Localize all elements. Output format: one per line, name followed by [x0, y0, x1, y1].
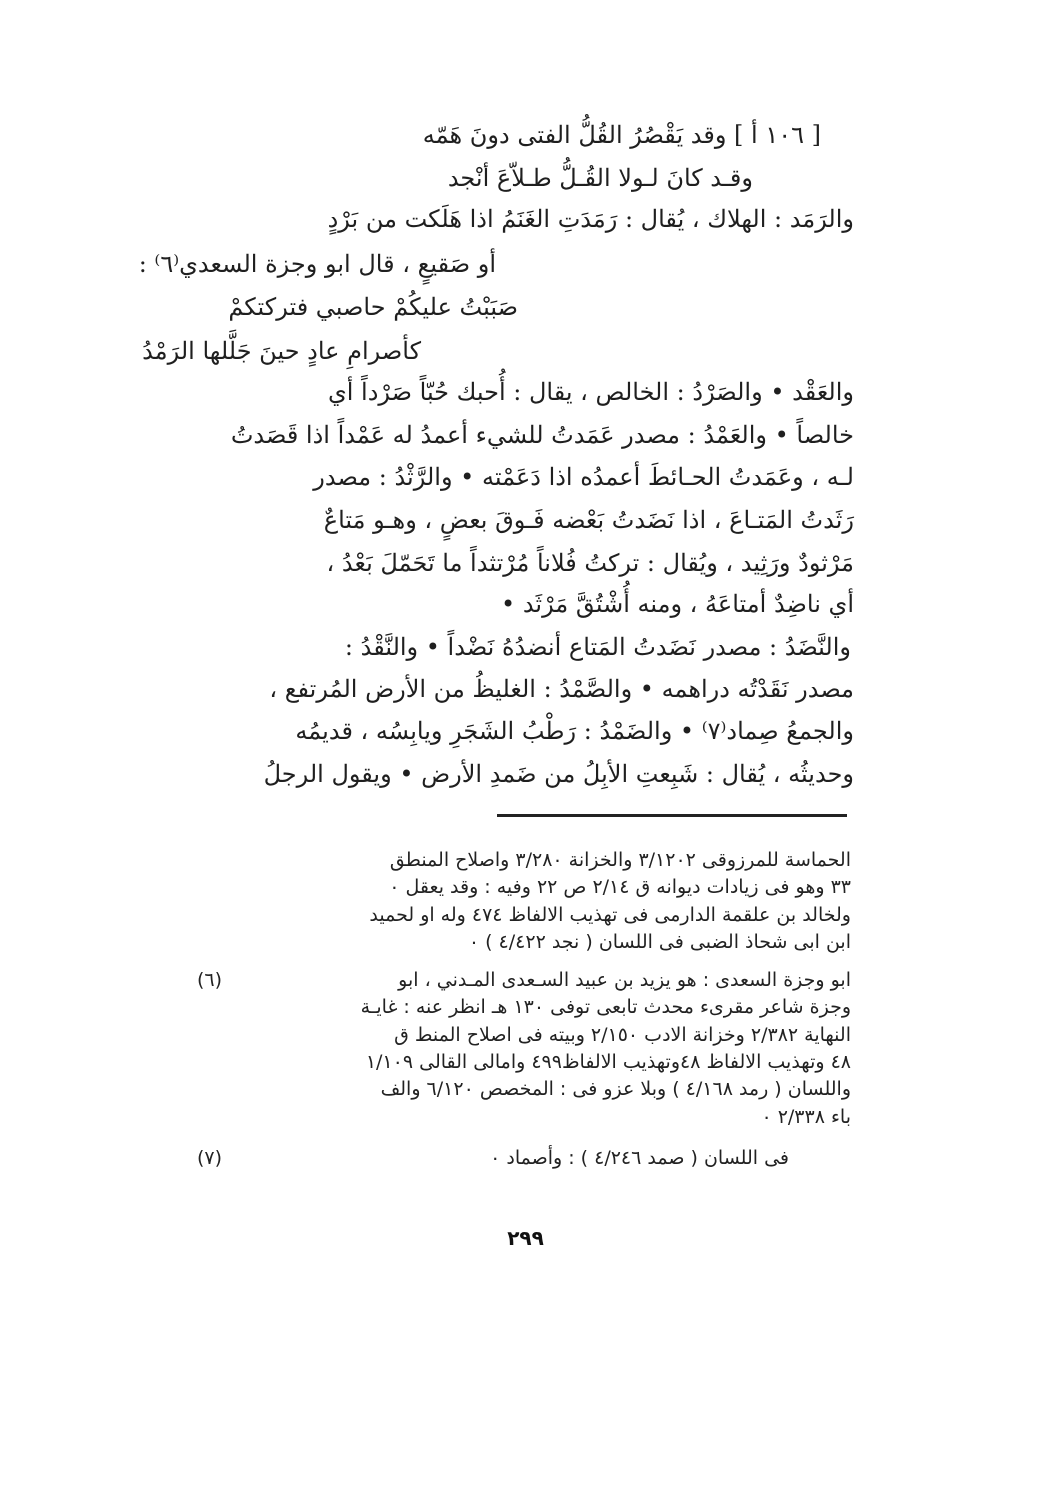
text-line-2: وقـد كانَ لـولا القُـلُّ طـلاّعَ أنْجد	[447, 164, 753, 192]
footnote-line-5: ابو وجزة السعدى : هو يزيد بن عبيد السـعدى المـدني ، ابو	[398, 969, 851, 991]
footnote-line-9: واللسان ( رمد ٤/١٦٨ ) وبلا عزو فى : المخصص ٦/١٢٠ والف	[380, 1078, 851, 1100]
page-number: ٢٩٩	[507, 1226, 544, 1250]
footnote-line-8: ٤٨ وتهذيب الالفاظ ٤٨وتهذيب الالفاظ٤٩٩ وامالى القالى ١/١٠٩	[365, 1051, 851, 1073]
text-line-3: والرَمَد : الهلاك ، يُقال : رَمَدَتِ الغَنَمُ اذا هَلَكت من بَرْدٍ	[327, 205, 854, 233]
text-line-6: كأصرامِ عادٍ حينَ جَلَّلها الرَمْدُ	[142, 337, 421, 365]
text-line-14: مصدر نَقَدْتُه دراهمه • والصَّمْدُ : الغليظُ من الأرض المُرتفع ،	[269, 675, 854, 703]
text-line-15: والجمعُ صِماد⁽٧⁾ • والضَمْدُ : رَطْبُ الشَجَرِ ويابِسُه ، قديمُه	[295, 717, 854, 745]
footnote-line-4: ابن ابى شحاذ الضبى فى اللسان ( نجد ٤/٤٢٢ ) ٠	[468, 931, 851, 953]
text-line-5: صَبَبْتُ عليكُمْ حاصبي فتركتكمْ	[228, 293, 518, 321]
text-line-13: والنَّضَدُ : مصدر نَضَدتُ المَتاع أنضدُهُ نَضْداً • والنَّقْدُ :	[344, 633, 851, 661]
footnote-line-7: النهاية ٢/٣٨٢ وخزانة الادب ٢/١٥٠ وبيته فى اصلاح المنط ق	[394, 1024, 851, 1046]
text-line-12: أي ناضِدٌ أمتاعَهُ ، ومنه أُشْتُقَّ مَرْثَد •	[501, 590, 854, 618]
text-line-8: خالصاً • والعَمْدُ : مصدر عَمَدتُ للشيء أعمدُ له عَمْداً اذا قَصَدتُ	[230, 421, 854, 449]
text-line-7: والعَقْد • والصَرْدُ : الخالص ، يقال : أُحبك حُبّاً صَرْداً أي	[327, 378, 854, 406]
footnote-line-11: فى اللسان ( صمد ٤/٢٤٦ ) : وأصماد ٠	[490, 1147, 789, 1169]
footnote-line-1: الحماسة للمرزوقى ٣/١٢٠٢ والخزانة ٣/٢٨٠ واصلاح المنطق	[389, 849, 851, 871]
text-line-11: مَرْثودٌ ورَثِيد ، ويُقال : تركتُ فُلاناً مُرْتثداً ما تَحَمّلَ بَعْدُ ،	[326, 549, 854, 577]
footnote-number-7: (٧)	[197, 1147, 223, 1169]
footnote-line-10: باء ٢/٣٣٨ ٠	[761, 1106, 851, 1128]
text-line-16: وحديثُه ، يُقال : شَبِعتِ الأبِلُ من ضَمدِ الأرض • ويقول الرجلُ	[263, 760, 854, 788]
text-line-4: أو صَقيعٍ ، قال ابو وجزة السعدي⁽٦⁾ :	[138, 250, 496, 278]
text-line-10: رَثَدتُ المَتـاعَ ، اذا نَضَدتُ بَعْضه فَـوقَ بعضٍ ، وهـو مَتاعٌ	[323, 506, 854, 534]
text-line-9: لـه ، وعَمَدتُ الحـائطَ أعمدُه اذا دَعَمْته • والرَّثْدُ : مصدر	[313, 463, 854, 491]
footnote-line-6: وجزة شاعر مقرىء محدث تابعى توفى ١٣٠ هـ انظر عنه : غايـة	[360, 996, 851, 1018]
footnote-number-6: (٦)	[197, 969, 223, 991]
footnote-line-2: ٣٣ وهو فى زيادات ديوانه ق ٢/١٤ ص ٢٢ وفيه : وقد يعقل ٠	[389, 876, 851, 898]
footnote-separator	[497, 814, 847, 817]
footnote-line-3: ولخالد بن علقمة الدارمى فى تهذيب الالفاظ ٤٧٤ وله او لحميد	[369, 904, 851, 926]
text-line-1: [ ١٠٦ أ ] وقد يَقْصُرُ القُلُّ الفتى دونَ هَمّه	[422, 121, 821, 149]
